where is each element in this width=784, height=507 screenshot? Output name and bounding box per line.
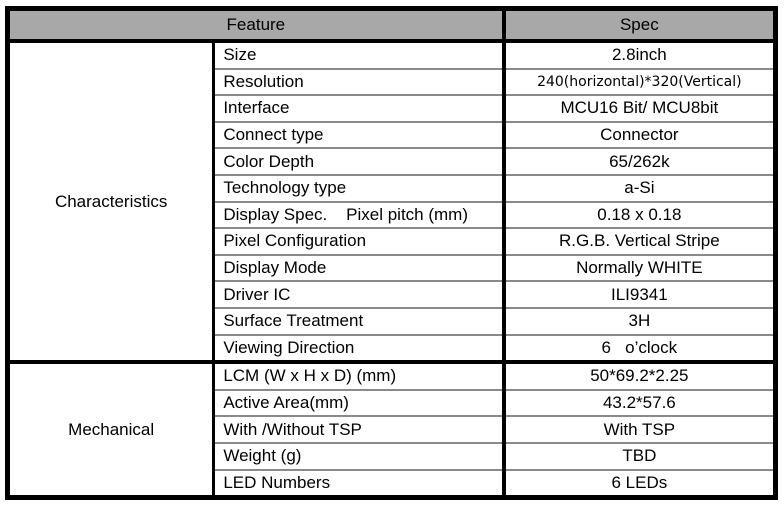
- spec-cell: 3H: [504, 308, 776, 335]
- spec-cell: Normally WHITE: [504, 255, 776, 282]
- header-spec: Spec: [504, 9, 776, 42]
- feature-cell: With /Without TSP: [214, 416, 504, 443]
- feature-cell: Resolution: [214, 69, 504, 96]
- header-row: [8, 9, 776, 42]
- feature-cell: Weight (g): [214, 443, 504, 470]
- feature-cell: Size: [223, 45, 257, 65]
- feature-cell: Interface: [214, 95, 504, 122]
- spec-cell: a-Si: [504, 175, 776, 202]
- spec-cell: 65/262k: [504, 148, 776, 175]
- spec-cell: With TSP: [504, 416, 776, 443]
- feature-cell: Driver IC: [214, 281, 504, 308]
- spec-table: [5, 6, 778, 500]
- spec-cell: R.G.B. Vertical Stripe: [504, 228, 776, 255]
- feature-cell: Surface Treatment: [214, 308, 504, 335]
- spec-cell: 50*69.2*2.25: [504, 362, 776, 390]
- feature-cell: Connect type: [214, 122, 504, 149]
- feature-cell: Display Spec. Pixel pitch (mm): [214, 202, 504, 229]
- feature-cell: LED Numbers: [214, 470, 504, 498]
- group-cell-mechanical: Mechanical: [8, 362, 214, 497]
- spec-cell: 43.2*57.6: [504, 390, 776, 417]
- header-feature: Feature: [8, 9, 504, 42]
- spec-cell: MCU16 Bit/ MCU8bit: [504, 95, 776, 122]
- feature-cell: Viewing Direction: [214, 335, 504, 363]
- spec-cell: 6 LEDs: [504, 470, 776, 498]
- spec-cell: 0.18 x 0.18: [504, 202, 776, 229]
- spec-cell: Connector: [504, 122, 776, 149]
- spec-cell: TBD: [504, 443, 776, 470]
- feature-cell: Technology type: [214, 175, 504, 202]
- spec-cell: 6 o’clock: [504, 335, 776, 363]
- table-row: [8, 41, 776, 69]
- feature-cell: Active Area(mm): [214, 390, 504, 417]
- spec-cell: 240(horizontal)*320(Vertical): [504, 69, 776, 96]
- spec-cell: 2.8inch: [504, 41, 776, 69]
- feature-cell: Color Depth: [214, 148, 504, 175]
- spec-cell: ILI9341: [504, 281, 776, 308]
- feature-cell: Pixel Configuration: [214, 228, 504, 255]
- table-row: [8, 362, 776, 390]
- feature-cell: LCM (W x H x D) (mm): [214, 362, 504, 390]
- group-cell-characteristics: Characteristics: [8, 41, 214, 362]
- feature-cell: Display Mode: [214, 255, 504, 282]
